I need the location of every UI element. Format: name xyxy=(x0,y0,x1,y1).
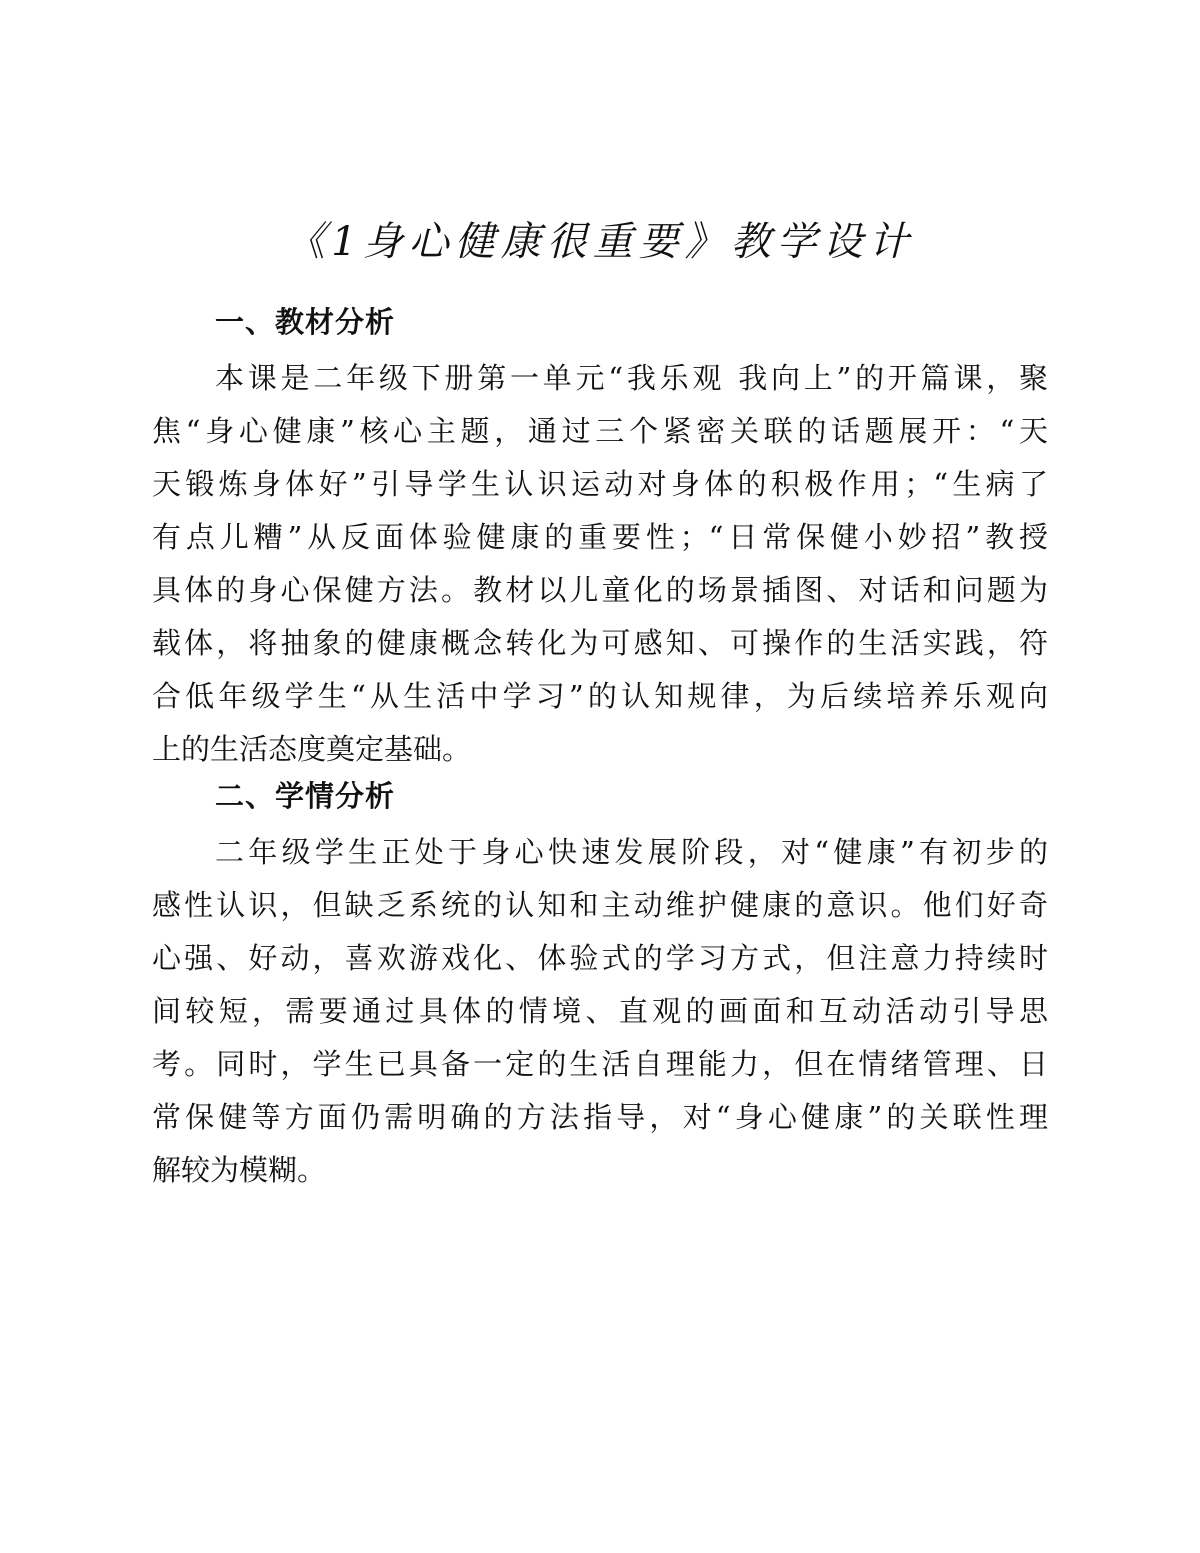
document-title: 《1身心健康很重要》教学设计 xyxy=(285,219,915,265)
paragraph-line: 焦“身心健康”核心主题，通过三个紧密关联的话题展开：“天 xyxy=(152,414,1048,448)
section-heading-student-analysis: 二、学情分析 xyxy=(215,779,396,813)
paragraph-line: 二年级学生正处于身心快速发展阶段，对“健康”有初步的 xyxy=(215,835,1048,869)
paragraph-textbook-analysis xyxy=(152,352,1048,776)
section-heading-textbook-analysis: 一、教材分析 xyxy=(215,305,396,339)
paragraph-line: 载体，将抽象的健康概念转化为可感知、可操作的生活实践，符 xyxy=(152,626,1048,660)
paragraph-line: 感性认识，但缺乏系统的认知和主动维护健康的意识。他们好奇 xyxy=(152,888,1048,922)
paragraph-line: 解较为模糊。 xyxy=(152,1153,327,1187)
paragraph-line: 天锻炼身体好”引导学生认识运动对身体的积极作用；“生病了 xyxy=(152,467,1048,501)
paragraph-line: 间较短，需要通过具体的情境、直观的画面和互动活动引导思 xyxy=(152,994,1048,1028)
paragraph-line: 常保健等方面仍需明确的方法指导，对“身心健康”的关联性理 xyxy=(152,1100,1048,1134)
paragraph-line: 上的生活态度奠定基础。 xyxy=(152,732,472,766)
paragraph-line: 心强、好动，喜欢游戏化、体验式的学习方式，但注意力持续时 xyxy=(152,941,1048,975)
paragraph-line: 合低年级学生“从生活中学习”的认知规律，为后续培养乐观向 xyxy=(152,679,1048,713)
paragraph-line: 考。同时，学生已具备一定的生活自理能力，但在情绪管理、日 xyxy=(152,1047,1048,1081)
paragraph-line: 具体的身心保健方法。教材以儿童化的场景插图、对话和问题为 xyxy=(152,573,1048,607)
paragraph-student-analysis xyxy=(152,826,1048,1197)
paragraph-line: 有点儿糟”从反面体验健康的重要性；“日常保健小妙招”教授 xyxy=(152,520,1048,554)
paragraph-line: 本课是二年级下册第一单元“我乐观 我向上”的开篇课，聚 xyxy=(215,361,1048,395)
